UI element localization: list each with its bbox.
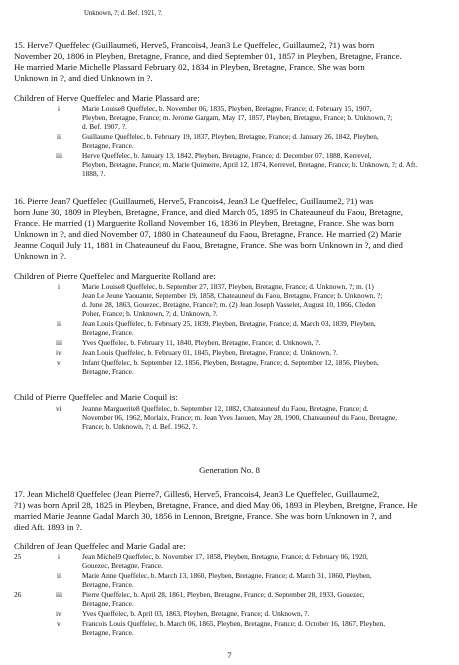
child-text: Yves Queffelec, b. February 11, 1840, Pleyben, Bretagne, France; d. Unknown, ?.: [82, 338, 321, 347]
child-text: Marie Louise8 Queffelec, b. September 27, 1837, Pleyben, Bretagne, France; d. Unknown, ?; m. (1): [82, 282, 374, 291]
children-heading: Children of Pierre Queffelec and Marguerite Rolland are:: [14, 271, 216, 281]
child-text: Poher, France; b. Unknown, ?; d. Unknown, ?.: [82, 309, 218, 318]
entry-16-heading: 16. Pierre Jean7 Queffelec (Guillaume6, Herve5, Francois4, Jean3 Le Queffelec, Guillaume2, ?1) was: [14, 196, 374, 206]
entry-16-text: France. He married (1) Marguerite Rolland November 16, 1836 in Pleyben, Bretagne, France. She was born: [14, 218, 394, 228]
children-heading: Children of Herve Queffelec and Marie Plassard are:: [14, 93, 200, 103]
child-text: Bretagne, France.: [82, 599, 134, 608]
child-text: Jean Louis Queffelec, b. February 25, 1839, Pleyben, Bretagne, France; d. March 03, 1839, Pleyben,: [82, 319, 376, 328]
entry-17-heading: 17. Jean Michel8 Queffelec (Jean Pierre7, Gilles6, Herve5, Francois4, Jean3 Le Queffelec, Guillaume2,: [14, 489, 380, 499]
child-text: Bretagne, France.: [82, 328, 134, 337]
child-roman: ii: [57, 319, 62, 328]
child-text: Pleyben, Bretagne, France; m. Marie Quimerre, April 12, 1874, Kerrevel, Bretagne, France; b. Unknown, ?; d. Aft.: [82, 160, 418, 169]
child-roman: i: [58, 282, 61, 291]
child-roman: i: [58, 104, 61, 113]
child-text: Bretagne, France.: [82, 367, 134, 376]
child-text: Jean Le Jeune Yaouante, September 19, 1858, Chateauneuf du Faou, Bretagne, France; b. Unknown, ?;: [82, 291, 383, 300]
child-text: d. June 28, 1863, Gouezec, Bretagne, France?; m. (2) Jean Joseph Vasselet, August 10, 1866, Cleden: [82, 300, 376, 309]
child-text: Bretagne, France.: [82, 580, 134, 589]
child-roman: iii: [56, 338, 63, 347]
child-text: Marie Louise8 Queffelec, b. November 06, 1835, Pleyben, Bretagne, France; d. February 15, 1907,: [82, 104, 372, 113]
child-text: Infant Queffelec, b. September 12, 1856, Pleyben, Bretagne, France; d. September 12, 1856, Pleyben,: [82, 358, 379, 367]
child-text: Pleyben, Bretagne, France; m. Jerome Gargam, May 17, 1857, Pleyben, Bretagne, France; b. Unknown, ?;: [82, 113, 393, 122]
entry-15-heading: 15. Herve7 Queffelec (Guillaume6, Herve5, Francois4, Jean3 Le Queffelec, Guillaume2, ?1) was born: [14, 40, 375, 50]
entry-15-text: November 20, 1806 in Pleyben, Bretagne, France, and died September 01, 1857 in Pleyben, Bretagne, France.: [14, 51, 402, 61]
child-text: Yves Queffelec, b. April 03, 1863, Pleyben, Bretagne, France; d. Unknown, ?.: [82, 609, 310, 618]
entry-17-text: married Marie Jeanne Gadal March 30, 1856 in Lennon, Bretgne, France. She was born Unknown in ?, and: [14, 511, 392, 521]
children-heading: Children of Jean Queffelec and Marie Gadal are:: [14, 541, 186, 551]
child-text: Herve Queffelec, b. January 13, 1842, Pleyben, Bretagne, France; d. December 07, 1888, Kerrevel,: [82, 151, 372, 160]
child-text: Gouezec, Bretagne, France.: [82, 561, 163, 570]
entry-15-text: Unknown in ?, and died Unknown in ?.: [14, 73, 153, 83]
child-roman: v: [57, 619, 61, 628]
child-roman: ii: [57, 571, 62, 580]
generation-heading: Generation No. 8: [199, 465, 260, 475]
continued-entry-line: Unknown, ?; d. Bef. 1921, ?.: [84, 10, 163, 17]
entry-17-text: died Aft. 1893 in ?.: [14, 522, 82, 532]
child-roman: ii: [57, 132, 62, 141]
child-text: Bretagne, France.: [82, 628, 134, 637]
child-ref-number: 25: [14, 552, 22, 561]
child-roman: vi: [56, 404, 62, 413]
children-heading: Child of Pierre Queffelec and Marie Coquil is:: [14, 392, 178, 402]
child-text: Guillaume Queffelec, b. February 19, 1837, Pleyben, Bretagne, France; d. January 26, 1842, Pleyben,: [82, 132, 379, 141]
entry-16-text: Jeanne Coquil July 11, 1881 in Chateauneuf du Faou, Bretagne, France. She was born Unknown in ?, and died: [14, 240, 403, 250]
child-roman: iii: [56, 590, 63, 599]
child-text: Francois Louis Queffelec, b. March 06, 1865, Pleyben, Bretagne, France; d. October 16, 1867, Pleyben,: [82, 619, 386, 628]
entry-16-text: Unknown in ?, and died November 07, 1880 in Chateauneuf du Faou, Bretagne, France. He married (2) Marie: [14, 229, 402, 239]
child-text: Jean Michel9 Queffelec, b. November 17, 1858, Pleyben, Bretagne, France; d. February 06, 1920,: [82, 552, 368, 561]
entry-16-text: born June 30, 1809 in Pleyben, Bretagne, France, and died March 05, 1895 in Chateauneuf du Faou, Bretagne,: [14, 207, 403, 217]
child-text: 1888, ?.: [82, 169, 106, 178]
child-roman: iii: [56, 151, 63, 160]
child-text: Bretagne, France.: [82, 141, 134, 150]
child-roman: i: [58, 552, 61, 561]
child-ref-number: 26: [14, 590, 22, 599]
entry-15-text: He married Marie Michelle Plassard February 02, 1834 in Pleyben, Bretagne, France. She was born: [14, 62, 365, 72]
entry-16-text: Unknown in ?.: [14, 251, 67, 261]
child-text: Jean Louis Queffelec, b. February 01, 1845, Pleyben, Bretagne, France; d. Unknown, ?.: [82, 348, 338, 357]
child-text: Pierre Queffelec, b. April 28, 1861, Pleyben, Bretagne, France; d. September 28, 1933, Gouezec,: [82, 590, 365, 599]
child-text: November 06, 1962, Morlaix, France; m. Jean Yves Jaouen, May 28, 1900, Chateauneuf du Faou, Bretagne,: [82, 413, 398, 422]
child-roman: iv: [56, 609, 62, 618]
page-number: 7: [227, 650, 232, 660]
child-roman: iv: [56, 348, 62, 357]
child-text: Marie Anne Queffelec, b. March 13, 1860, Pleyben, Bretagne, France; d. March 31, 1860, Pleyben,: [82, 571, 372, 580]
child-text: France; b. Unknown, ?; d. Bef. 1962, ?.: [82, 422, 198, 431]
child-text: Jeanne Marguerite8 Queffelec, b. September 12, 1882, Chateauneuf du Faou, Bretagne, France; d.: [82, 404, 369, 413]
child-text: d. Bef. 1907, ?.: [82, 122, 127, 131]
entry-17-text: ?1) was born April 28, 1825 in Pleyben, Bretagne, France, and died May 06, 1893 in Pleyben, Bretgne, France. He: [14, 500, 418, 510]
child-roman: v: [57, 358, 61, 367]
